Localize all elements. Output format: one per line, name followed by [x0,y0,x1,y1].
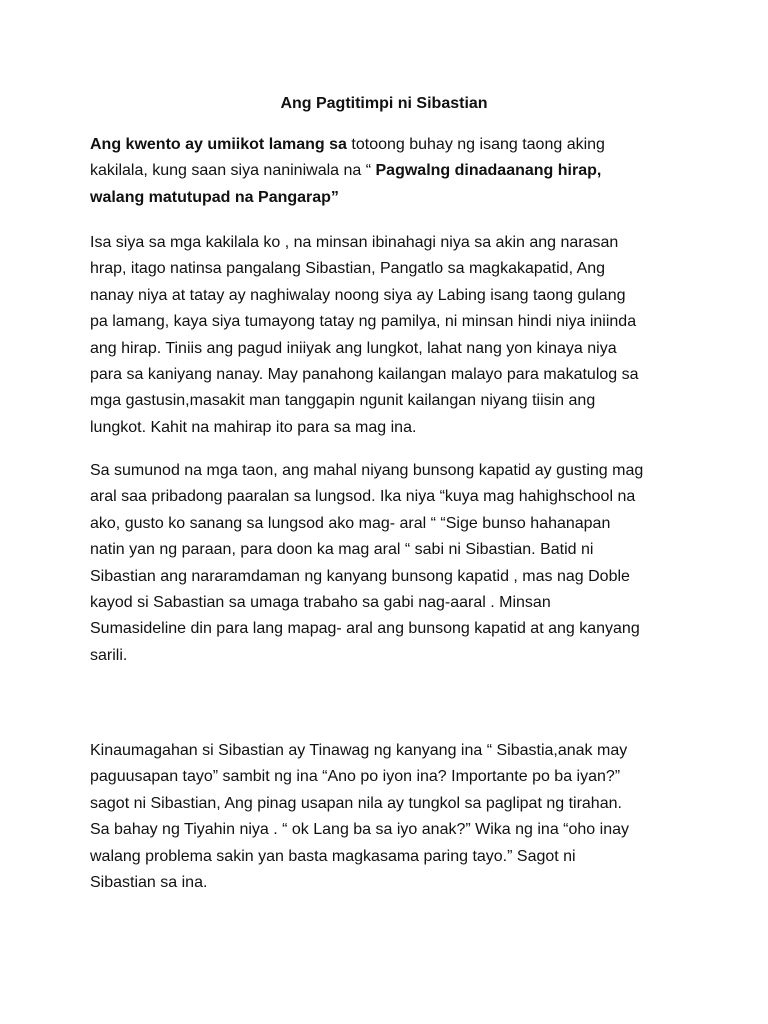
text-line: lungkot. Kahit na mahirap ito para sa mag ina. [90,418,417,436]
text-line: Kinaumagahan si Sibastian ay Tinawag ng kanyang ina “ Sibastia,anak may [90,742,628,759]
text-line: walang matutupad na Pangarap” [90,188,339,206]
paragraph-2 [90,230,690,441]
text-line: para sa kaniyang nanay. May panahong kailangan malayo para makatulog sa [90,366,639,384]
text-line: walang problema sakin yan basta magkasama paring tayo.” Sagot ni [90,847,576,865]
text-line: kayod si Sabastian sa umaga trabaho sa gabi nag-aaral . Minsan [90,594,551,612]
text-line: mga gastusin,masakit man tanggapin ngunit kailangan niyang tiisin ang [90,392,596,410]
bold-text: Ang kwento ay umiikot lamang sa [90,136,347,153]
paragraph-intro [90,132,690,211]
text-line: Sa sumunod na mga taon, ang mahal niyang bunsong kapatid ay gusting mag [90,462,644,479]
text-line: Isa siya sa mga kakilala ko , na minsan ibinahagi niya sa akin ang narasan [90,234,619,251]
text-line: sagot ni Sibastian, Ang pinag usapan nila ay tungkol sa paglipat ng tirahan. [90,794,622,812]
text-line: sarili. [90,646,128,664]
text-line [90,158,690,184]
text-segment: totoong buhay ng isang taong aking [346,136,605,153]
text-line: Sumasideline din para lang mapag- aral ang bunsong kapatid at ang kanyang [90,620,640,638]
paragraph-4 [90,738,690,896]
text-line: Sa bahay ng Tiyahin niya . “ ok Lang ba sa iyo anak?” Wika ng ina “oho inay [90,821,629,839]
document-title: Ang Pagtitimpi ni Sibastian [280,95,488,112]
text-line: nanay niya at tatay ay naghiwalay noong siya ay Labing isang taong gulang [90,286,626,304]
text-line: aral saa pribadong paaralan sa lungsod. Ika niya “kuya mag hahighschool na [90,488,636,506]
text-line: paguusapan tayo” sambit ng ina “Ano po iyon ina? Importante po ba iyan?” [90,768,621,786]
text-segment: kakilala, kung saan siya naniniwala na “ [90,162,376,180]
text-line: Sibastian ang nararamdaman ng kanyang bunsong kapatid , mas nag Doble [90,567,630,585]
text-line: pa lamang, kaya siya tumayong tatay ng pamilya, ni minsan hindi niya iniinda [90,313,637,331]
text-line: natin yan ng paraan, para doon ka mag aral “ sabi ni Sibastian. Batid ni [90,541,594,559]
text-line: ako, gusto ko sanang sa lungsod ako mag- aral “ “Sige bunso hahanapan [90,514,611,532]
bold-text: Pagwalng dinadaanang hirap, [375,162,602,180]
text-line: Sibastian sa ina. [90,874,208,892]
paragraph-3 [90,458,690,669]
text-line: ang hirap. Tiniis ang pagud iniiyak ang lungkot, lahat nang yon kinaya niya [90,339,617,357]
text-line: hrap, itago natinsa pangalang Sibastian, Pangatlo sa magkakapatid, Ang [90,260,606,278]
text-line [90,132,690,158]
